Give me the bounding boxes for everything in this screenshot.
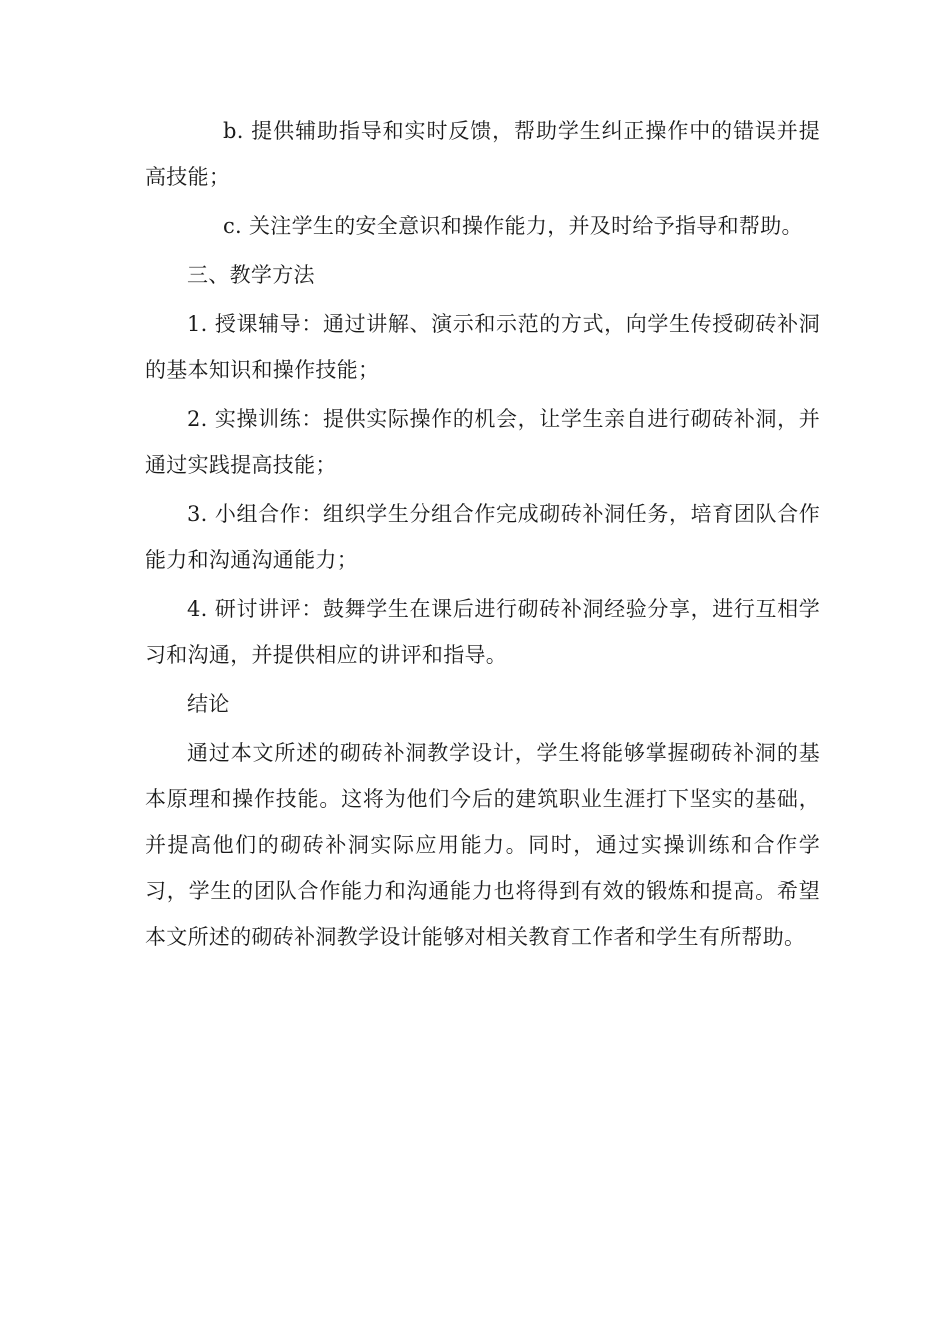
list-item-b: b. 提供辅助指导和实时反馈，帮助学生纠正操作中的错误并提高技能；	[145, 119, 820, 189]
section-heading-conclusion: 结论	[187, 692, 230, 716]
conclusion-paragraph: 通过本文所述的砌砖补洞教学设计，学生将能够掌握砌砖补洞的基本原理和操作技能。这将为他们今后的建筑职业生涯打下坚实的基础，并提高他们的砌砖补洞实际应用能力。同时，通过实操训练和合作学习，学生的团队合作能力和沟通能力也将得到有效的锻炼和提高。希望本文所述的砌砖补洞教学设计能够对相关教育工作者和学生有所帮助。	[145, 741, 820, 949]
method-item-4: 4. 研讨讲评：鼓舞学生在课后进行砌砖补洞经验分享，进行互相学习和沟通，并提供相应的讲评和指导。	[145, 597, 820, 667]
document-body	[145, 108, 820, 963]
method-item-2: 2. 实操训练：提供实际操作的机会，让学生亲自进行砌砖补洞，并通过实践提高技能；	[145, 407, 820, 477]
method-item-3: 3. 小组合作：组织学生分组合作完成砌砖补洞任务，培育团队合作能力和沟通沟通能力；	[145, 502, 820, 572]
method-item-1: 1. 授课辅导：通过讲解、演示和示范的方式，向学生传授砌砖补洞的基本知识和操作技能；	[145, 312, 820, 382]
section-heading-teaching-methods: 三、教学方法	[187, 263, 315, 287]
list-item-c: c. 关注学生的安全意识和操作能力，并及时给予指导和帮助。	[223, 214, 803, 238]
